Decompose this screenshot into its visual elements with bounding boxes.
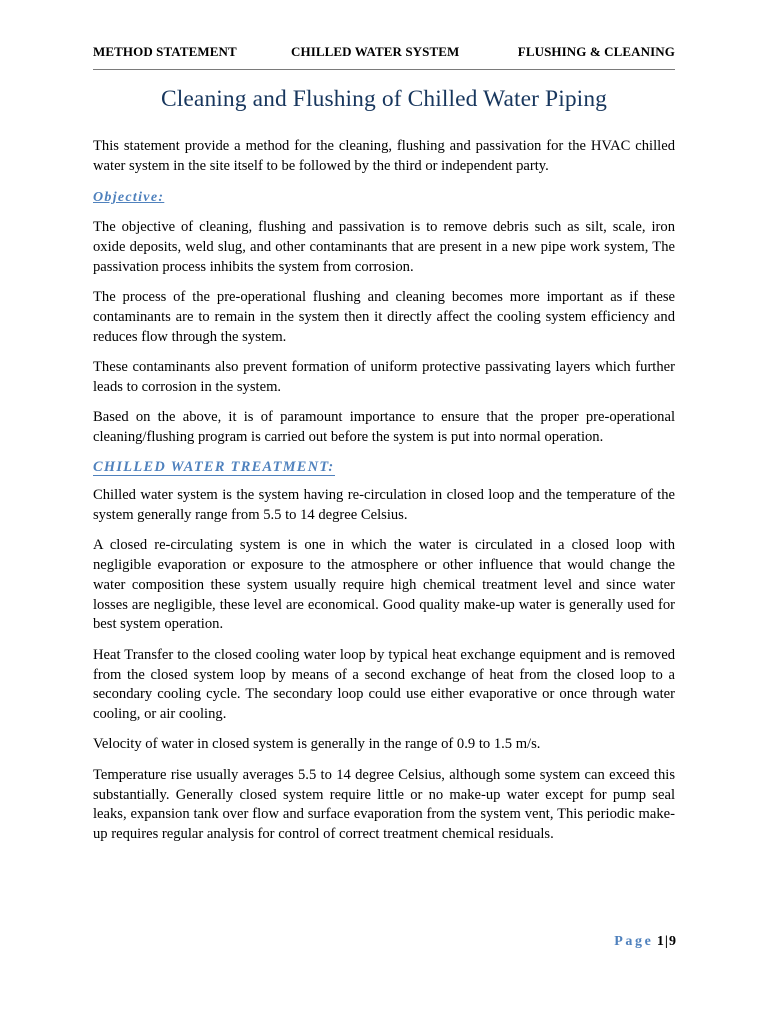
running-header [93, 44, 675, 60]
body-paragraph: Chilled water system is the system having re-circulation in closed loop and the temperature of the system generally range from 5.5 to 14 degree Celsius. [93, 487, 675, 523]
page-label: Page [614, 934, 654, 949]
body-paragraph: A closed re-circulating system is one in which the water is circulated in a closed loop with negligible evaporation or exposure to the atmosphere or other influence that would change the water composition these system usually require high chemical treatment level and since water losses are negligible, these level are economical. Good quality make-up water is generally used for best system operation. [93, 537, 675, 633]
body-paragraph: Based on the above, it is of paramount importance to ensure that the proper pre-operational cleaning/flushing program is carried out before the system is put into normal operation. [93, 409, 675, 446]
section-heading-chilled-water-treatment [93, 458, 335, 478]
body-paragraph: The process of the pre-operational flushing and cleaning becomes more important as if these contaminants are to remain in the system then it directly affect the cooling system efficiency and reduces flow through the system. [93, 289, 675, 345]
body-paragraph: The objective of cleaning, flushing and passivation is to remove debris such as silt, scale, iron oxide deposits, weld slug, and other contaminants that are present in a new pipe work system, The passivation process inhibits the system from corrosion. [93, 219, 675, 275]
body-paragraph: Velocity of water in closed system is generally in the range of 0.9 to 1.5 m/s. [93, 736, 541, 753]
header-center: CHILLED WATER SYSTEM [291, 44, 460, 59]
intro-paragraph: This statement provide a method for the cleaning, flushing and passivation for the HVAC chilled water system in the site itself to be followed by the third or independent party. [93, 138, 675, 174]
body-paragraph: Heat Transfer to the closed cooling water loop by typical heat exchange equipment and is removed from the closed system loop by means of a second exchange of heat from the closed loop to a secondary cooling cycle. The secondary loop could use either evaporative or once through water cooling, or air cooling. [93, 646, 675, 723]
page-number: 1 [656, 934, 664, 949]
section-heading-text: Objective: [93, 189, 165, 205]
page-footer [614, 934, 676, 950]
section-heading-text: CHILLED WATER TREATMENT: [93, 459, 335, 476]
document-body [93, 137, 675, 855]
document-title: Cleaning and Flushing of Chilled Water Piping [160, 86, 608, 112]
page-separator: | [664, 934, 668, 949]
section-heading-objective [93, 188, 675, 208]
body-paragraph: These contaminants also prevent formation of uniform protective passivating layers which further leads to corrosion in the system. [93, 359, 675, 395]
body-paragraph: Temperature rise usually averages 5.5 to 14 degree Celsius, although some system can exceed this substantially. Generally closed system require little or no make-up water except for pump seal leaks, expansion tank over flow and surface evaporation from the system vent, This periodic make-up requires regular analysis for control of correct treatment chemical residuals. [93, 766, 675, 843]
header-left: METHOD STATEMENT [93, 44, 237, 59]
page-total: 9 [669, 934, 676, 949]
header-right: FLUSHING & CLEANING [517, 44, 675, 59]
header-divider [93, 69, 675, 70]
